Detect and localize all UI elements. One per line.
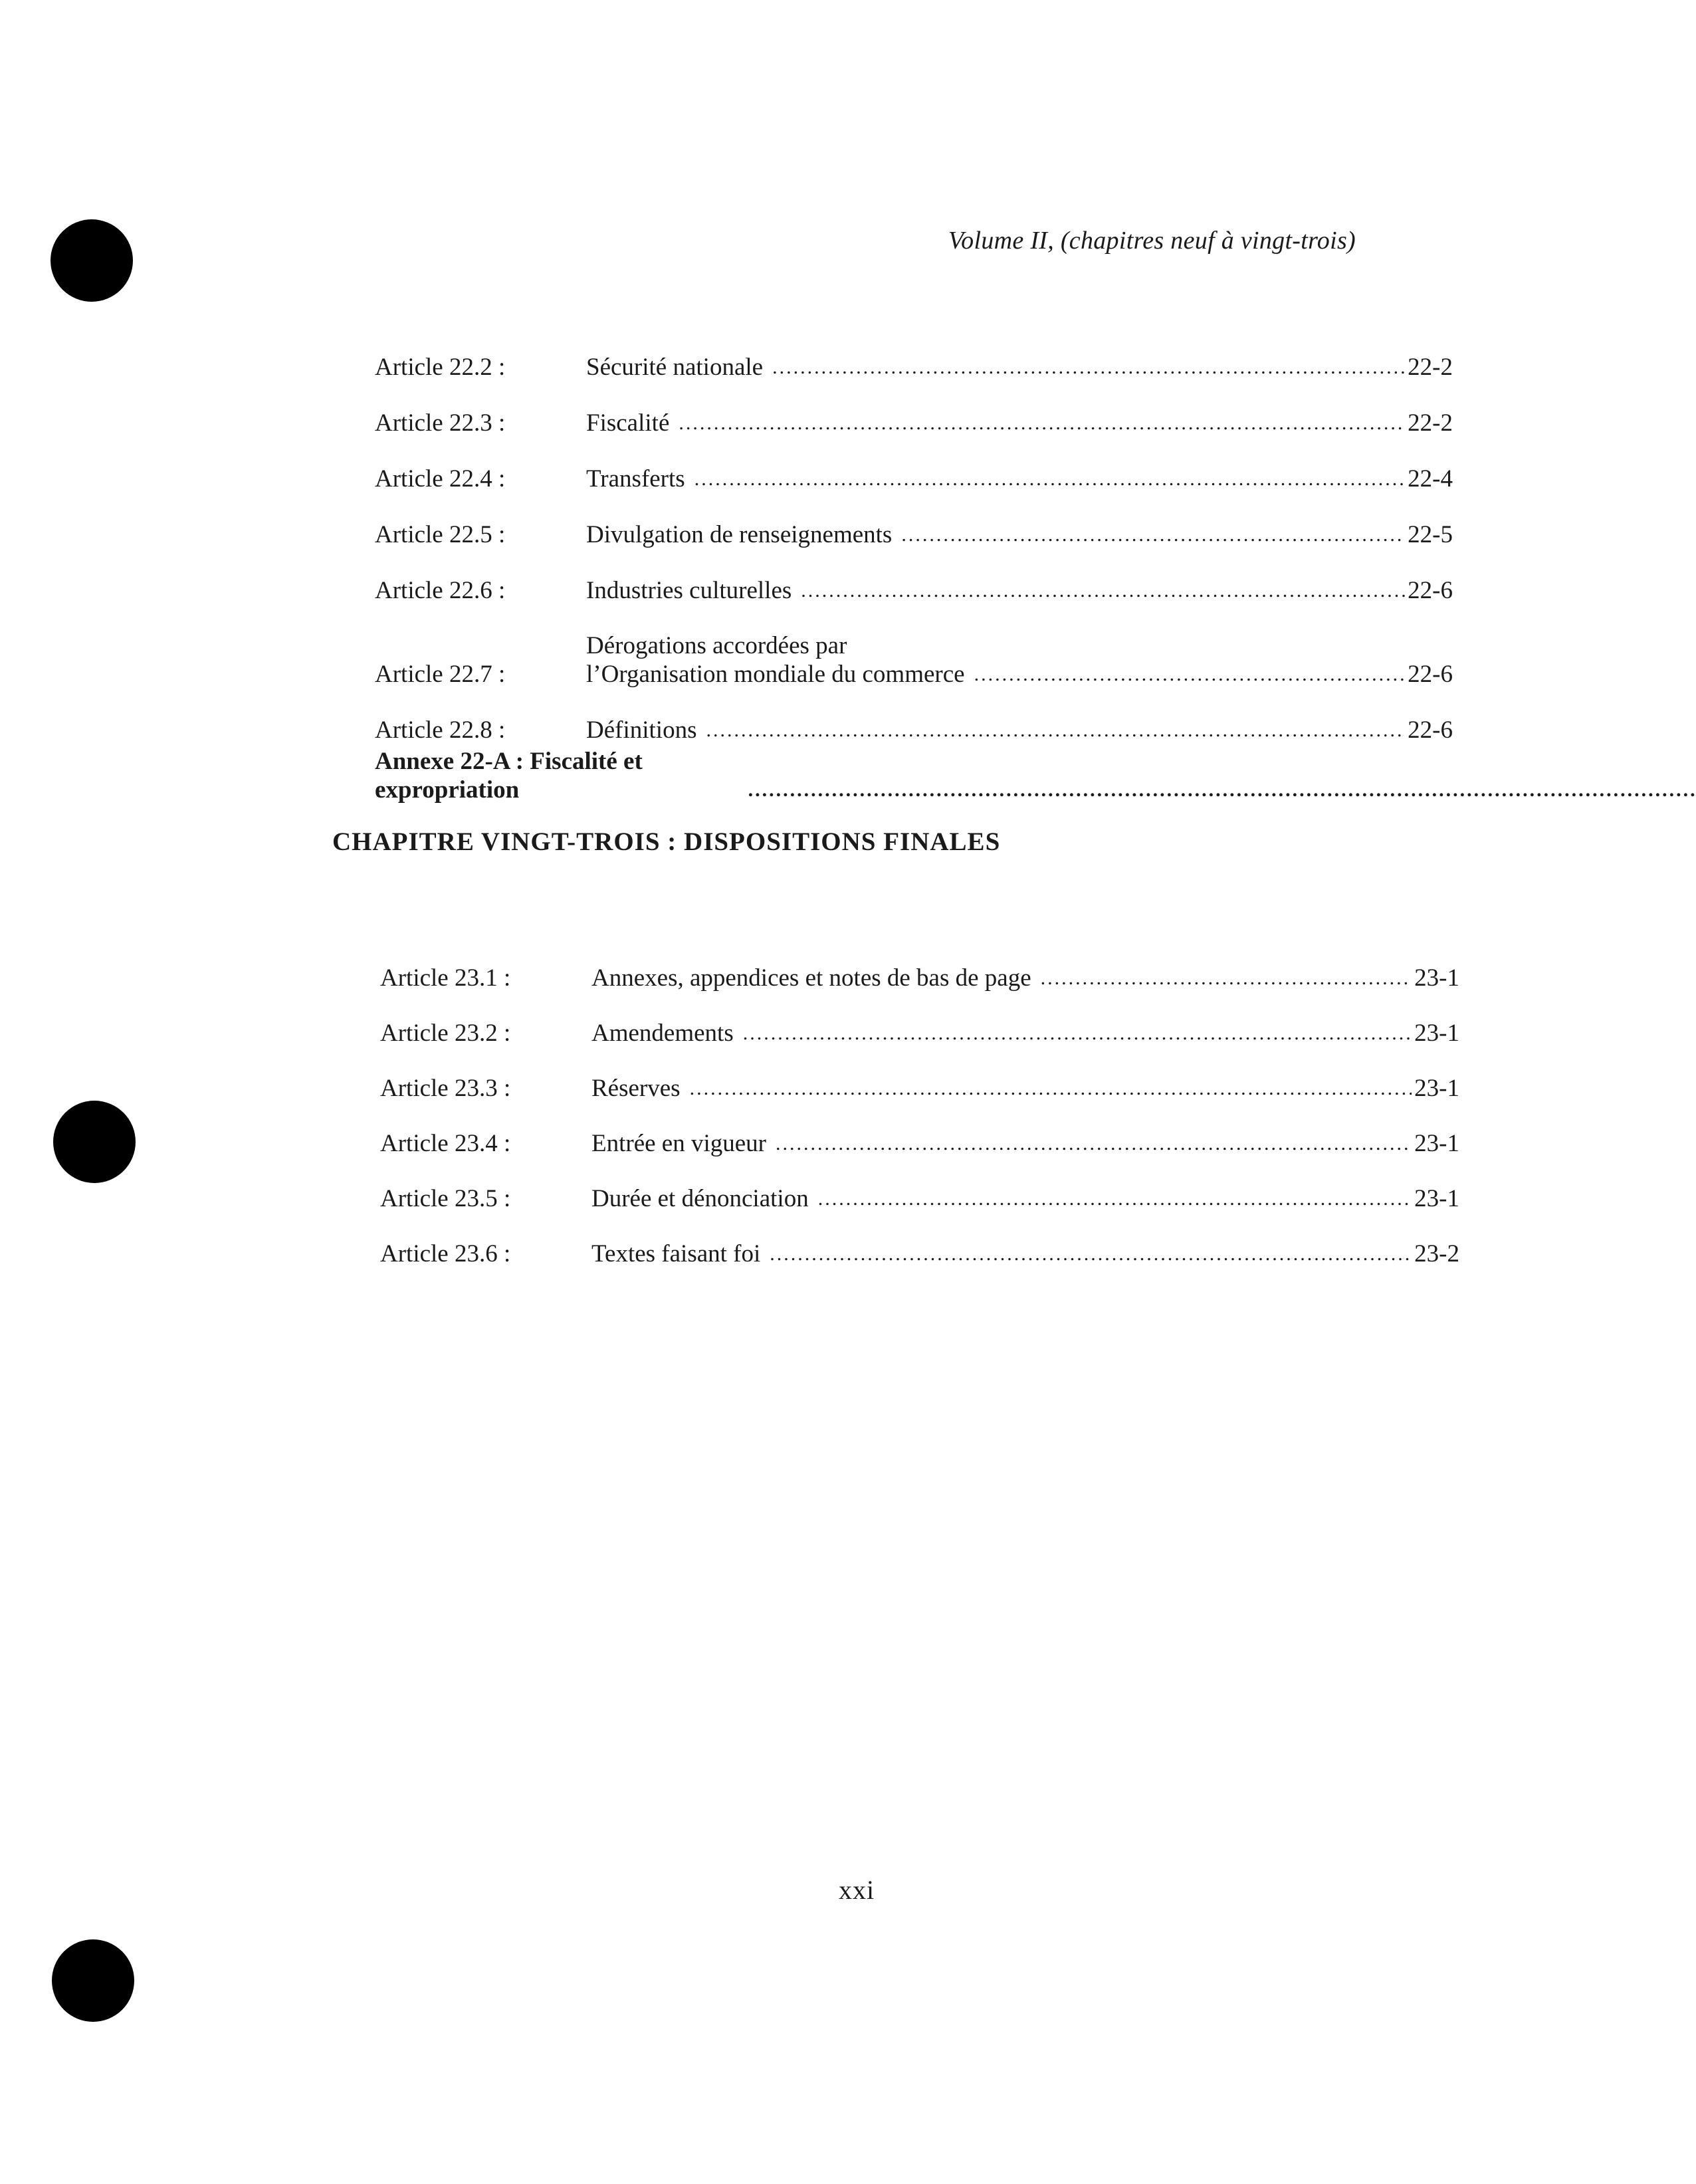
toc-title-line: Divulgation de renseignements — [586, 521, 893, 548]
toc-page-number: 22-6 — [1408, 716, 1453, 744]
toc-page-number: 23-1 — [1414, 1185, 1459, 1212]
toc-title-line: Annexes, appendices et notes de bas de page — [591, 964, 1031, 992]
toc-chapter-22-list — [375, 326, 1453, 804]
toc-page-number: 22-6 — [1408, 661, 1453, 688]
toc-entry — [591, 1129, 1459, 1158]
toc-page-number: 22-6 — [1408, 577, 1453, 604]
toc-article-number: Article 22.3 : — [375, 409, 506, 437]
toc-entry — [591, 964, 1459, 992]
toc-entry-title — [586, 409, 669, 437]
toc-entry — [586, 716, 1453, 744]
toc-page-number: 22-5 — [1408, 521, 1453, 548]
toc-chapter-23-list — [380, 937, 1459, 1268]
toc-entry — [586, 353, 1453, 382]
toc-leader — [770, 1244, 1412, 1268]
toc-row — [380, 1103, 1459, 1158]
toc-page-number: 23-2 — [1414, 1240, 1459, 1267]
toc-page-number: 23-1 — [1414, 1020, 1459, 1047]
toc-title-line: Durée et dénonciation — [591, 1185, 809, 1212]
toc-article-number: Article 23.4 : — [380, 1130, 511, 1157]
toc-entry — [586, 465, 1453, 493]
toc-entry — [586, 631, 1453, 689]
toc-entry-title — [591, 1074, 681, 1103]
toc-page-number: 23-1 — [1414, 1130, 1459, 1157]
toc-page-number: 23-1 — [1414, 964, 1459, 992]
toc-title-line: Industries culturelles — [586, 577, 792, 604]
binder-hole-top — [51, 219, 133, 302]
toc-title-line: Textes faisant foi — [591, 1240, 761, 1267]
toc-entry — [591, 1240, 1459, 1268]
toc-page-number: 22-2 — [1408, 354, 1453, 381]
toc-row — [380, 937, 1459, 992]
toc-entry-title — [586, 353, 763, 382]
toc-leader — [748, 780, 1696, 804]
toc-entry-title — [591, 964, 1031, 992]
toc-article-number: Article 22.6 : — [375, 577, 506, 604]
toc-leader — [901, 525, 1405, 549]
toc-title-line: Sécurité nationale — [586, 354, 764, 381]
toc-leader — [818, 1189, 1412, 1213]
toc-entry — [591, 1019, 1459, 1047]
toc-article-number: Article 22.5 : — [375, 521, 506, 548]
toc-row — [380, 1158, 1459, 1213]
toc-title-line: Entrée en vigueur — [591, 1130, 766, 1157]
toc-entry-title — [591, 1240, 760, 1268]
toc-leader — [776, 1134, 1412, 1158]
toc-row — [375, 549, 1453, 605]
toc-leader — [974, 665, 1406, 689]
toc-article-number: Article 23.6 : — [380, 1240, 511, 1267]
running-header: Volume II, (chapitres neuf à vingt-trois) — [948, 227, 1356, 255]
toc-row — [375, 605, 1453, 689]
toc-leader — [743, 1024, 1412, 1047]
toc-row — [375, 493, 1453, 549]
toc-entry-title — [586, 520, 892, 549]
toc-article-number: Article 22.8 : — [375, 716, 506, 744]
toc-article-number: Article 22.2 : — [375, 354, 506, 381]
binder-hole-middle — [53, 1101, 136, 1183]
toc-leader — [801, 581, 1405, 605]
toc-article-number: Article 22.7 : — [375, 661, 506, 688]
toc-title-line: Réserves — [591, 1075, 681, 1102]
toc-row — [380, 992, 1459, 1047]
toc-annex-title: Annexe 22-A : Fiscalité et expropriation — [375, 748, 643, 804]
page-number: xxi — [839, 1875, 875, 1905]
toc-leader — [772, 358, 1405, 382]
toc-annex-row — [375, 748, 1453, 804]
toc-entry-title — [591, 1019, 734, 1047]
toc-row — [375, 382, 1453, 437]
toc-entry — [586, 520, 1453, 549]
toc-title-line: Transferts — [586, 465, 685, 492]
toc-article-number: Article 23.2 : — [380, 1020, 511, 1047]
toc-entry — [586, 409, 1453, 437]
toc-article-number: Article 23.5 : — [380, 1185, 511, 1212]
toc-row — [375, 437, 1453, 493]
toc-page-number: 23-1 — [1414, 1075, 1459, 1102]
binder-hole-bottom — [52, 1939, 134, 2022]
toc-entry-title — [586, 716, 696, 744]
toc-entry-title — [586, 631, 965, 689]
toc-row — [380, 1047, 1459, 1103]
toc-entry — [586, 576, 1453, 605]
toc-title-line: Dérogations accordées par — [586, 632, 847, 659]
toc-article-number: Article 22.4 : — [375, 465, 506, 492]
toc-leader — [1041, 968, 1412, 992]
toc-leader — [679, 413, 1405, 437]
toc-title-line: Définitions — [586, 716, 697, 744]
toc-row — [375, 326, 1453, 382]
toc-row — [375, 689, 1453, 744]
toc-entry-title — [586, 465, 685, 493]
toc-title-line: Fiscalité — [586, 409, 670, 437]
toc-entry-title — [586, 576, 792, 605]
toc-page-number: 22-4 — [1408, 465, 1453, 492]
toc-row — [380, 1213, 1459, 1268]
toc-leader — [706, 720, 1405, 744]
toc-entry-title — [591, 1184, 809, 1213]
chapter-23-heading: CHAPITRE VINGT-TROIS : DISPOSITIONS FINALES — [332, 827, 1001, 856]
toc-leader — [690, 1079, 1412, 1103]
toc-entry-title — [591, 1129, 766, 1158]
toc-title-line: l’Organisation mondiale du commerce — [586, 661, 965, 688]
toc-leader — [694, 469, 1405, 493]
toc-entry — [591, 1074, 1459, 1103]
toc-article-number: Article 23.3 : — [380, 1075, 511, 1102]
toc-title-line: Amendements — [591, 1020, 734, 1047]
toc-page-number: 22-2 — [1408, 409, 1453, 437]
toc-article-number: Article 23.1 : — [380, 964, 511, 992]
toc-entry — [591, 1184, 1459, 1213]
